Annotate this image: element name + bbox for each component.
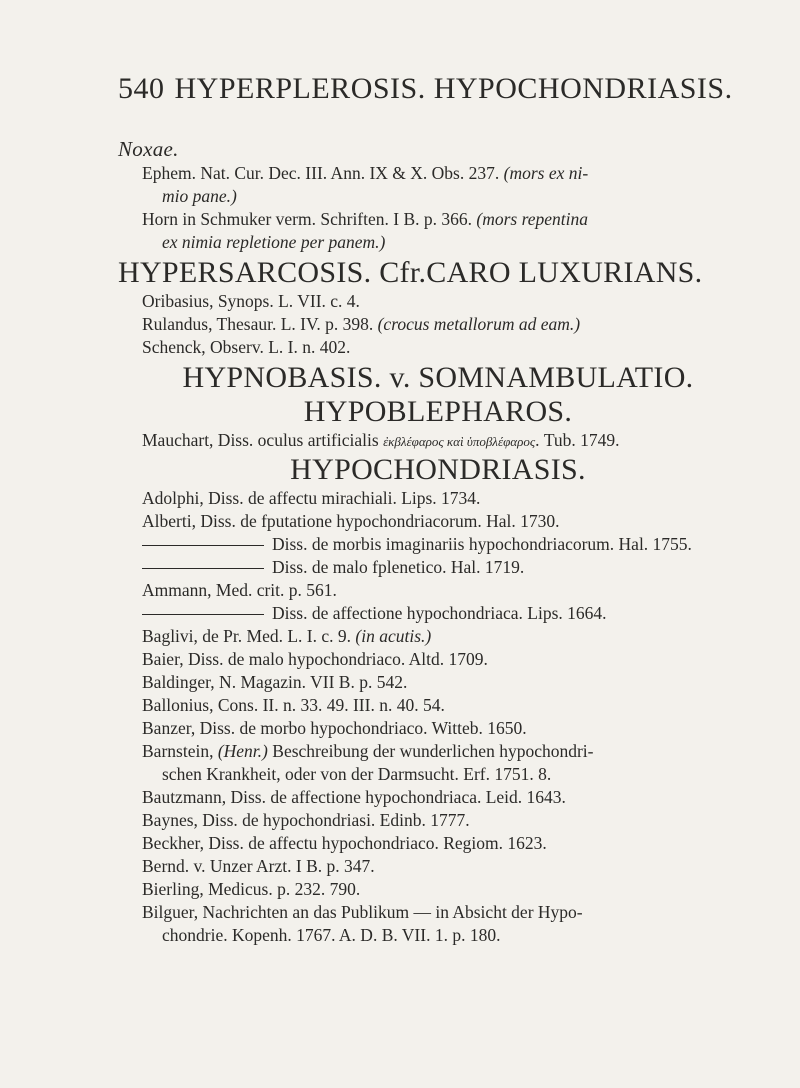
entry-ballonius: Ballonius, Cons. II. n. 33. 49. III. n. 40. 54. xyxy=(142,695,445,715)
entry-baldinger: Baldinger, N. Magazin. VII B. p. 542. xyxy=(142,672,408,692)
running-head xyxy=(118,72,733,106)
entry-text: Rulandus, Thesaur. L. IV. p. 398. xyxy=(142,314,378,334)
entry-baynes: Baynes, Diss. de hypochondriasi. Edinb. 1777. xyxy=(142,810,470,830)
entry-bilguer-cont: chondrie. Kopenh. 1767. A. D. B. VII. 1. p. 180. xyxy=(162,925,501,945)
entry-note: (crocus metallorum ad eam.) xyxy=(377,314,581,334)
entry-bautzmann: Bautzmann, Diss. de affectione hypochondriaca. Leid. 1643. xyxy=(142,787,566,807)
hypoblepharos-heading: HYPOBLEPHAROS. xyxy=(303,395,573,428)
noxae-entry-horn xyxy=(118,208,758,231)
entry-alberti-3 xyxy=(118,556,758,579)
entry-text: Ephem. Nat. Cur. Dec. III. Ann. IX & X. Obs. 237. xyxy=(142,163,504,183)
entry-text: Horn in Schmuker verm. Schriften. I B. p. 366. xyxy=(142,209,477,229)
entry-text: Beschreibung der wunderlichen hypochondri- xyxy=(267,741,594,761)
noxae-entry-horn-cont xyxy=(118,231,758,254)
entry-text: Diss. de morbis imaginariis hypochondriacorum. Hal. 1755. xyxy=(272,534,692,554)
hypersarcosis-entry-rulandus xyxy=(118,313,758,336)
entry-alberti: Alberti, Diss. de fputatione hypochondriacorum. Hal. 1730. xyxy=(142,511,560,531)
page-title: HYPERPLEROSIS. HYPOCHONDRIASIS. xyxy=(174,72,733,105)
noxae-entry-ephem xyxy=(118,162,758,185)
entry-ammann-2 xyxy=(118,602,758,625)
entry-text: Diss. de malo fplenetico. Hal. 1719. xyxy=(272,557,525,577)
entry-ammann: Ammann, Med. crit. p. 561. xyxy=(142,580,337,600)
entry-alberti-2 xyxy=(118,533,758,556)
entry-bernd: Bernd. v. Unzer Arzt. I B. p. 347. xyxy=(142,856,375,876)
greek-phrase: ἐκβλέφαρος καὶ ὑποβλέφαρος xyxy=(383,434,536,449)
entry-baier: Baier, Diss. de malo hypochondriaco. Altd. 1709. xyxy=(142,649,488,669)
entry-baglivi xyxy=(118,625,758,648)
hypersarcosis-entry-oribasius: Oribasius, Synops. L. VII. c. 4. xyxy=(142,291,360,311)
entry-text: Diss. de affectione hypochondriaca. Lips. 1664. xyxy=(272,603,607,623)
entry-banzer: Banzer, Diss. de morbo hypochondriaco. Witteb. 1650. xyxy=(142,718,527,738)
ditto-dash xyxy=(142,614,264,615)
noxae-entry-ephem-cont xyxy=(118,185,758,208)
entry-beckher: Beckher, Diss. de affectu hypochondriaco. Regiom. 1623. xyxy=(142,833,547,853)
hypochondriasis-heading: HYPOCHONDRIASIS. xyxy=(290,453,586,486)
entry-adolphi: Adolphi, Diss. de affectu mirachiali. Lips. 1734. xyxy=(142,488,481,508)
entry-text: Mauchart, Diss. oculus artificialis xyxy=(142,430,384,450)
entry-barnstein xyxy=(118,740,758,763)
hypoblepharos-entry-mauchart xyxy=(118,429,758,453)
entry-barnstein-cont: schen Krankheit, oder von der Darmsucht. Erf. 1751. 8. xyxy=(162,764,552,784)
entry-note: ex nimia repletione per panem.) xyxy=(162,232,386,252)
entry-bilguer: Bilguer, Nachrichten an das Publikum — in Absicht der Hypo- xyxy=(142,902,583,922)
page-number: 540 xyxy=(118,72,165,105)
entry-note: mio pane.) xyxy=(162,186,237,206)
page-body xyxy=(118,136,758,947)
ditto-dash xyxy=(142,545,264,546)
hypersarcosis-heading: HYPERSARCOSIS. Cfr.CARO LUXURIANS. xyxy=(118,256,703,289)
hypersarcosis-entry-schenck: Schenck, Observ. L. I. n. 402. xyxy=(142,337,351,357)
entry-text: Baglivi, de Pr. Med. L. I. c. 9. xyxy=(142,626,356,646)
hypnobasis-heading: HYPNOBASIS. v. SOMNAMBULATIO. xyxy=(182,361,694,394)
entry-text: . Tub. 1749. xyxy=(535,430,620,450)
entry-bierling: Bierling, Medicus. p. 232. 790. xyxy=(142,879,361,899)
entry-note: (Henr.) xyxy=(217,741,268,761)
entry-text: Barnstein, xyxy=(142,741,218,761)
entry-note: (mors repentina xyxy=(476,209,589,229)
entry-note: (in acutis.) xyxy=(355,626,432,646)
ditto-dash xyxy=(142,568,264,569)
entry-note: (mors ex ni- xyxy=(503,163,589,183)
noxae-heading: Noxae. xyxy=(118,137,179,161)
